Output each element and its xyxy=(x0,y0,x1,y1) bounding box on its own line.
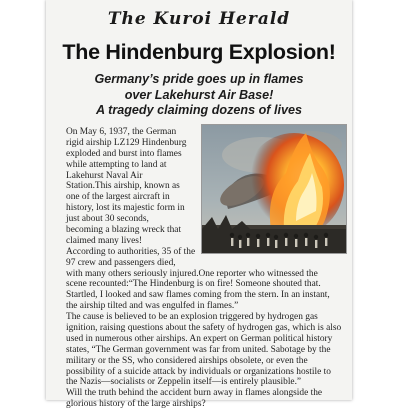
article-line: scene recounted:“The Hindenburg is on fire! Someone shouted that. xyxy=(66,279,321,290)
article-line: On May 6, 1937, the German xyxy=(66,127,177,137)
article-line: claimed many lives! xyxy=(66,235,143,246)
subheadline-line: over Lakehurst Air Base! xyxy=(124,87,274,102)
article-line: Lakehurst Naval Air xyxy=(66,170,143,181)
article-line: with many others seriously injured.One reporter who witnessed the xyxy=(66,268,318,279)
article-line: glorious history of the large airships? xyxy=(66,399,206,410)
article-line: 97 crew and passengers died, xyxy=(66,257,176,268)
article-line: one of the largest aircraft in xyxy=(66,192,170,203)
article-line: According to authorities, 35 of the xyxy=(66,246,196,257)
article-line: Station.This airship, known as xyxy=(66,181,180,192)
article-line: states, “The German government was far from united. Sabotage by the xyxy=(66,344,331,355)
article-line: The cause is believed to be an explosion triggered by hydrogen gas xyxy=(66,312,318,323)
article-line: becoming a blazing wreck that xyxy=(66,225,182,236)
article-line: history, lost its majestic form in xyxy=(66,203,185,214)
subheadline-line: Germany’s pride goes up in flames xyxy=(94,72,304,86)
newspaper-sheet xyxy=(46,0,352,410)
article-line: used in numerous other airships. An expert on German political history xyxy=(66,333,333,344)
article-line: rigid airship LZ129 Hindenburg xyxy=(66,137,187,148)
article-line: the airship tilted and was engulfed in flames.” xyxy=(66,301,239,312)
article-line: military or the SS, who considered airships obsolete, or even the xyxy=(66,355,308,366)
article-line: Startled, I looked and saw flames coming from the stern. In an instant, xyxy=(66,290,330,301)
article-body xyxy=(66,127,352,410)
article-line: Will the truth behind the accident burn away in flames alongside the xyxy=(66,388,323,399)
headline: The Hindenburg Explosion! xyxy=(62,40,336,64)
article-line: the Nazis—socialists or Zeppelin itself—is entirely plausible.” xyxy=(66,377,302,388)
article-line: possibility of a suicide attack by individuals or organizations hostile to xyxy=(66,366,331,377)
masthead: The Kuroi Herald xyxy=(107,9,291,29)
article-line: ignition, raising questions about the safety of hydrogen gas, which is also xyxy=(66,323,342,334)
article-line: just about 30 seconds, xyxy=(66,214,149,225)
article-line: while attempting to land at xyxy=(66,159,167,170)
subheadline xyxy=(46,72,352,119)
subheadline-line: A tragedy claiming dozens of lives xyxy=(96,103,302,117)
article-line: exploded and burst into flames xyxy=(66,148,182,159)
